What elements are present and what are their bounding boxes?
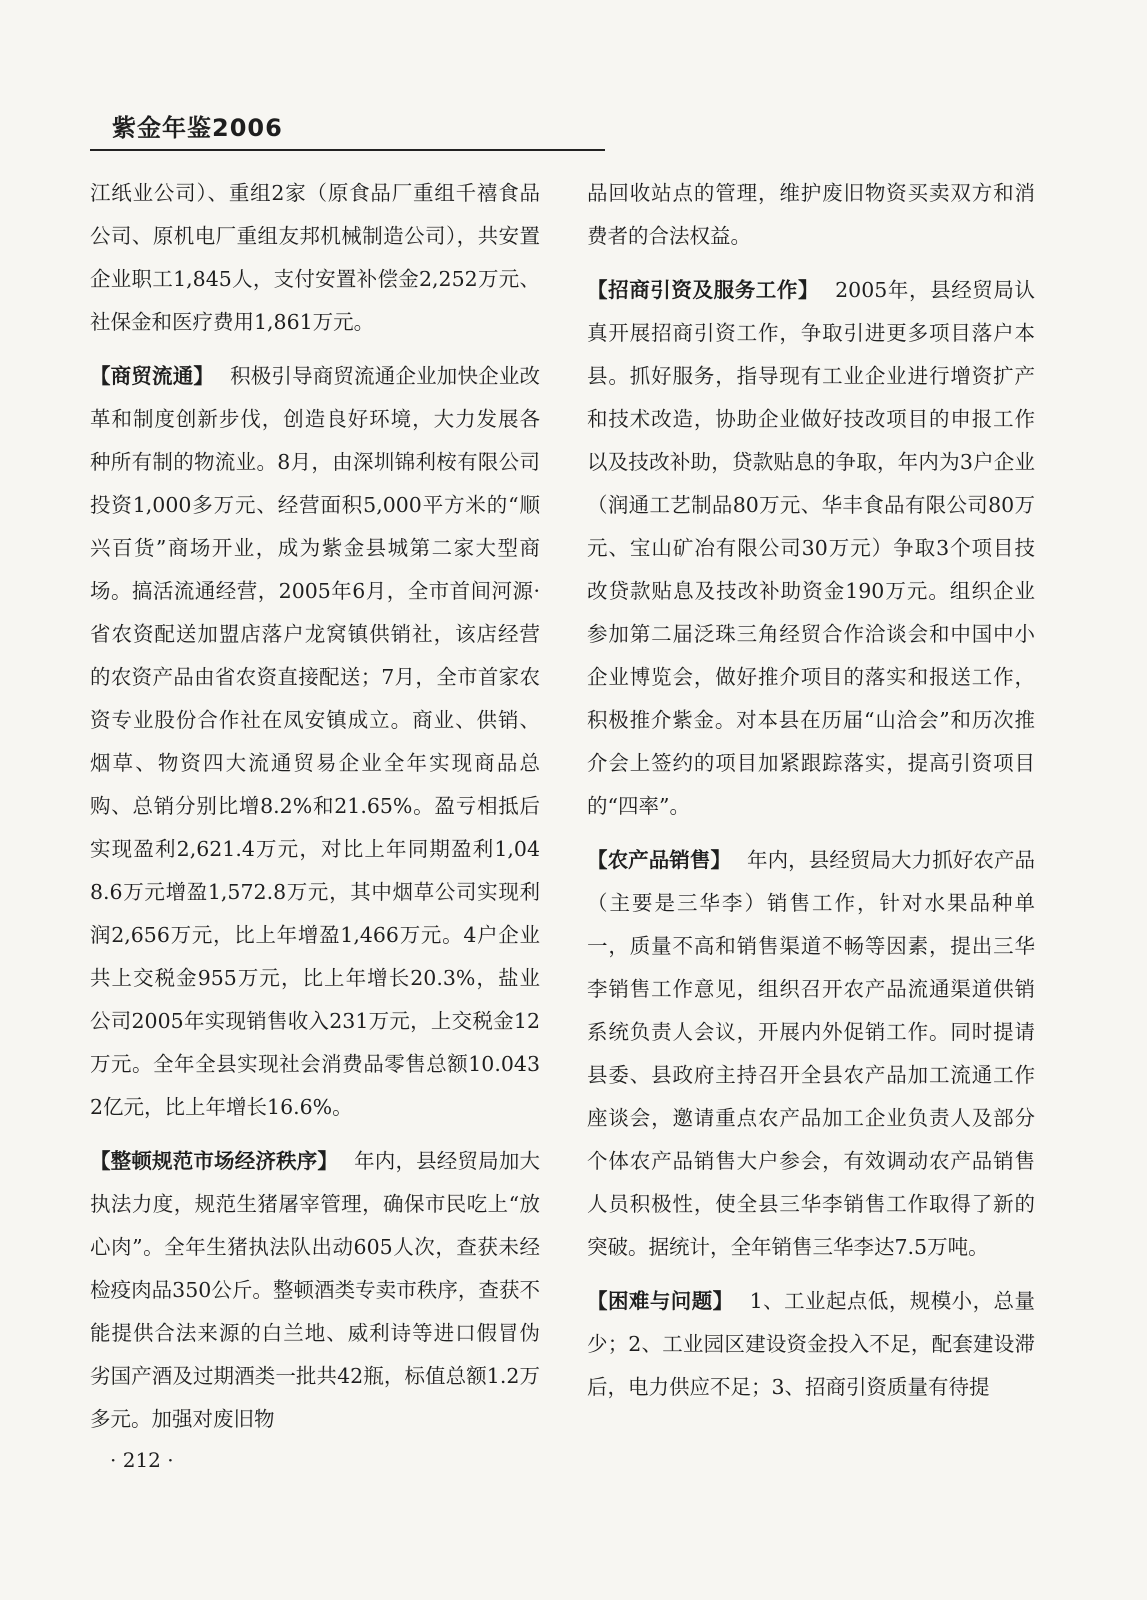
left-column (90, 172, 540, 1452)
section-heading: 【困难与问题】 (587, 1289, 734, 1313)
paragraph (587, 269, 1035, 828)
paragraph-text: 2005年，县经贸局认真开展招商引资工作，争取引进更多项目落户本县。抓好服务，指导现有工业企业进行增资扩产和技术改造，协助企业做好技改项目的申报工作以及技改补助，贷款贴息的争取，年内为3户企业（润通工艺制品80万元、华丰食品有限公司80万元、宝山矿冶有限公司30万元）争取3个项目技改贷款贴息及技改补助资金190万元。组织企业参加第二届泛珠三角经贸合作洽谈会和中国中小企业博览会，做好推介项目的落实和报送工作，积极推介紫金。对本县在历届“山洽会”和历次推介会上签约的项目加紧跟踪落实，提高引资项目的“四率”。 (587, 278, 1036, 818)
section-heading: 【整顿规范市场经济秩序】 (90, 1149, 339, 1173)
section-heading: 【招商引资及服务工作】 (587, 278, 820, 302)
section-heading: 【农产品销售】 (587, 848, 732, 872)
page-number: · 212 · (110, 1448, 174, 1472)
paragraph-text: 积极引导商贸流通企业加快企业改革和制度创新步伐，创造良好环境，大力发展各种所有制的物流业。8月，由深圳锦利桉有限公司投资1,000多万元、经营面积5,000平方米的“顺兴百货”商场开业，成为紫金县城第二家大型商场。搞活流通经营，2005年6月，全市首间河源·省农资配送加盟店落户龙窝镇供销社，该店经营的农资产品由省农资直接配送；7月，全市首家农资专业股份合作社在凤安镇成立。商业、供销、烟草、物资四大流通贸易企业全年实现商品总购、总销分别比增8.2%和21.65%。盈亏相抵后实现盈利2,621.4万元，对比上年同期盈利1,048.6万元增盈1,572.8万元，其中烟草公司实现利润2,656万元，比上年增盈1,466万元。4户企业共上交税金955万元，比上年增长20.3%，盐业公司2005年实现销售收入231万元，上交税金12万元。全年全县实现社会消费品零售总额10.0432亿元，比上年增长16.6%。 (90, 364, 541, 1119)
paragraph-text: 1、工业起点低，规模小，总量少；2、工业园区建设资金投入不足，配套建设滞后，电力供应不足；3、招商引资质量有待提 (587, 1289, 1036, 1399)
paragraph-text: 品回收站点的管理，维护废旧物资买卖双方和消费者的合法权益。 (587, 181, 1035, 248)
running-head-title: 紫金年鉴2006 (112, 114, 283, 142)
paragraph (90, 1140, 540, 1441)
header-rule (90, 149, 605, 151)
paragraph-text: 年内，县经贸局加大执法力度，规范生猪屠宰管理，确保市民吃上“放心肉”。全年生猪执法队出动605人次，查获未经检疫肉品350公斤。整顿酒类专卖市秩序，查获不能提供合法来源的白兰地、威利诗等进口假冒伪劣国产酒及过期酒类一批共42瓶，标值总额1.2万多元。加强对废旧物 (90, 1149, 541, 1431)
paragraph-text: 江纸业公司）、重组2家（原食品厂重组千禧食品公司、原机电厂重组友邦机械制造公司），共安置企业职工1,845人，支付安置补偿金2,252万元、社保金和医疗费用1,861万元。 (90, 181, 540, 334)
paragraph-text: 年内，县经贸局大力抓好农产品（主要是三华李）销售工作，针对水果品种单一，质量不高和销售渠道不畅等因素，提出三华李销售工作意见，组织召开农产品流通渠道供销系统负责人会议，开展内外促销工作。同时提请县委、县政府主持召开全县农产品加工流通工作座谈会，邀请重点农产品加工企业负责人及部分个体农产品销售大户参会，有效调动农产品销售人员积极性，使全县三华李销售工作取得了新的突破。据统计，全年销售三华李达7.5万吨。 (587, 848, 1036, 1259)
section-heading: 【商贸流通】 (90, 364, 215, 388)
paragraph (587, 1280, 1035, 1409)
paragraph (90, 355, 540, 1129)
paragraph (587, 839, 1035, 1269)
paragraph (90, 172, 540, 344)
right-column (587, 172, 1035, 1420)
paragraph (587, 172, 1035, 258)
